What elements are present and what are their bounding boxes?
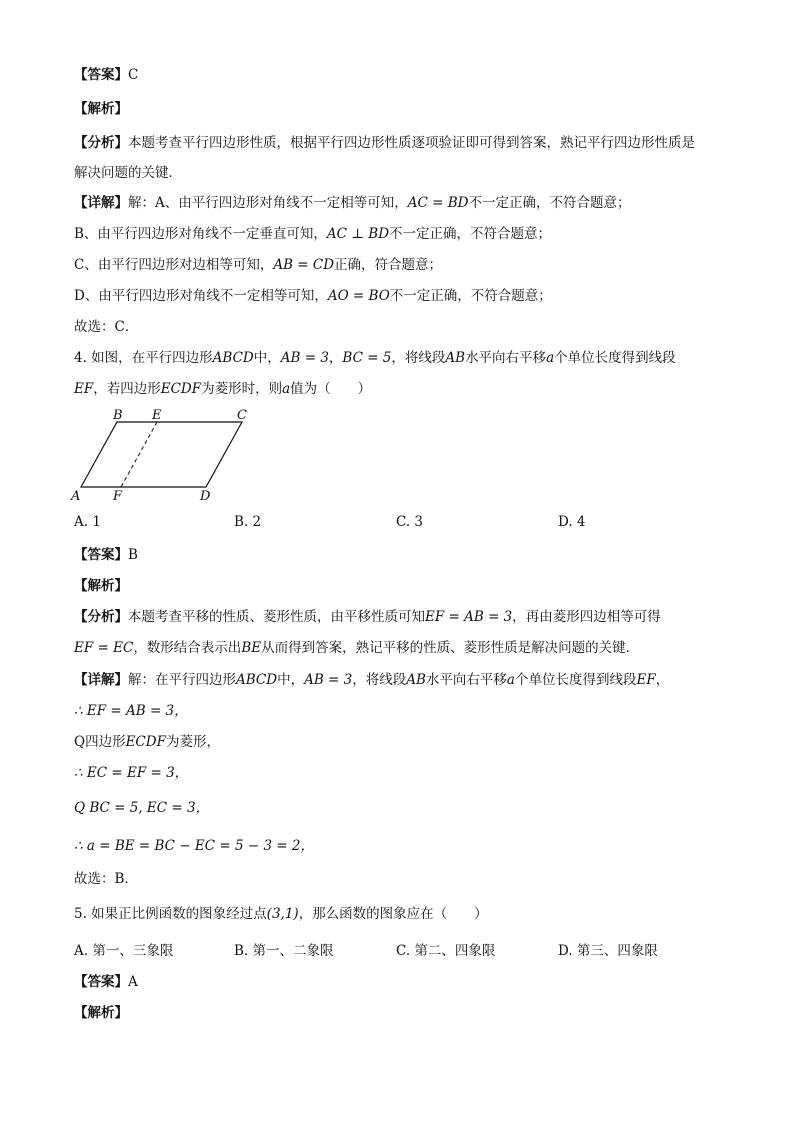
q4-analysis-tag: 【解析】: [74, 578, 128, 594]
q5-option-c: C. 第二、四象限: [396, 943, 496, 959]
q5-option-d: D. 第三、四象限: [558, 943, 658, 959]
q3-answer-line: [74, 66, 734, 84]
q4-option-c: C. 3: [396, 514, 424, 530]
q4-fenxi-line-1: 【分析】本题考查平移的性质、菱形性质，由平移性质可知EF = AB = 3，再由菱形四边相等可得: [74, 609, 661, 625]
label-b: B: [113, 408, 123, 423]
q4-step-3: ∴ EC = EF = 3，: [74, 765, 189, 781]
q4-step-5: ∴ a = BE = BC − EC = 5 − 3 = 2，: [74, 838, 315, 854]
segment-ef: [121, 422, 157, 487]
q3-detail-b: B、由平行四边形对角线不一定垂直可知，AC ⊥ BD不一定正确，不符合题意；: [74, 226, 552, 242]
q5-answer-line: 【答案】A: [74, 974, 138, 990]
q4-answer-line: 【答案】B: [74, 547, 138, 563]
q4-detail-line-1: 【详解】解：在平行四边形ABCD中，AB = 3，将线段AB水平向右平移a个单位长度得到线段EF，: [74, 672, 670, 688]
q4-step-2: Q四边形ECDF为菱形，: [74, 734, 220, 750]
label-d: D: [200, 489, 211, 504]
answer-value: C: [128, 67, 139, 83]
q4-stem-line-2: EF，若四边形ECDF为菱形时，则a值为（ ）: [74, 381, 372, 397]
q3-detail-a: 【详解】解：A、由平行四边形对角线不一定相等可知，AC = BD不一定正确，不符合题意；: [74, 195, 631, 211]
q5-analysis-tag: 【解析】: [74, 1005, 128, 1021]
q3-detail-d: D、由平行四边形对角线不一定相等可知，AO = BO不一定正确，不符合题意；: [74, 288, 552, 304]
q4-step-4: Q BC = 5, EC = 3，: [74, 800, 210, 816]
q4-stem-line-1: 4. 如图，在平行四边形ABCD中，AB = 3，BC = 5，将线段AB水平向右平移a个单位长度得到线段: [74, 350, 676, 366]
q3-analysis-tag: 【解析】: [74, 101, 128, 117]
q3-fenxi-line-2: 解决问题的关键．: [74, 165, 182, 181]
parallelogram-figure: [66, 404, 266, 504]
q3-choice: 故选：C．: [74, 319, 139, 335]
q5-option-b: B. 第一、二象限: [234, 943, 334, 959]
q5-option-a: A. 第一、三象限: [74, 943, 174, 959]
answer-tag: 【答案】: [74, 67, 128, 83]
q3-fenxi-line-1: 【分析】本题考查平行四边形性质，根据平行四边形性质逐项验证即可得到答案，熟记平行四边形性质是: [74, 135, 695, 151]
q4-option-a: A. 1: [74, 514, 101, 530]
q4-option-b: B. 2: [234, 514, 262, 530]
q5-stem: 5. 如果正比例函数的图象经过点(3,1)，那么函数的图象应在（ ）: [74, 906, 488, 922]
label-f: F: [113, 489, 123, 504]
label-c: C: [237, 408, 247, 423]
parallelogram-abcd: [81, 422, 242, 487]
q3-detail-c: C、由平行四边形对边相等可知，AB = CD正确，符合题意；: [74, 257, 443, 273]
label-e: E: [152, 408, 162, 423]
label-a: A: [71, 489, 81, 504]
q4-choice: 故选：B．: [74, 871, 138, 887]
q4-option-d: D. 4: [558, 514, 586, 530]
q4-fenxi-line-2: EF = EC，数形结合表示出BE从而得到答案，熟记平移的性质、菱形性质是解决问题的关键．: [74, 640, 640, 656]
q4-step-1: ∴ EF = AB = 3，: [74, 703, 188, 719]
